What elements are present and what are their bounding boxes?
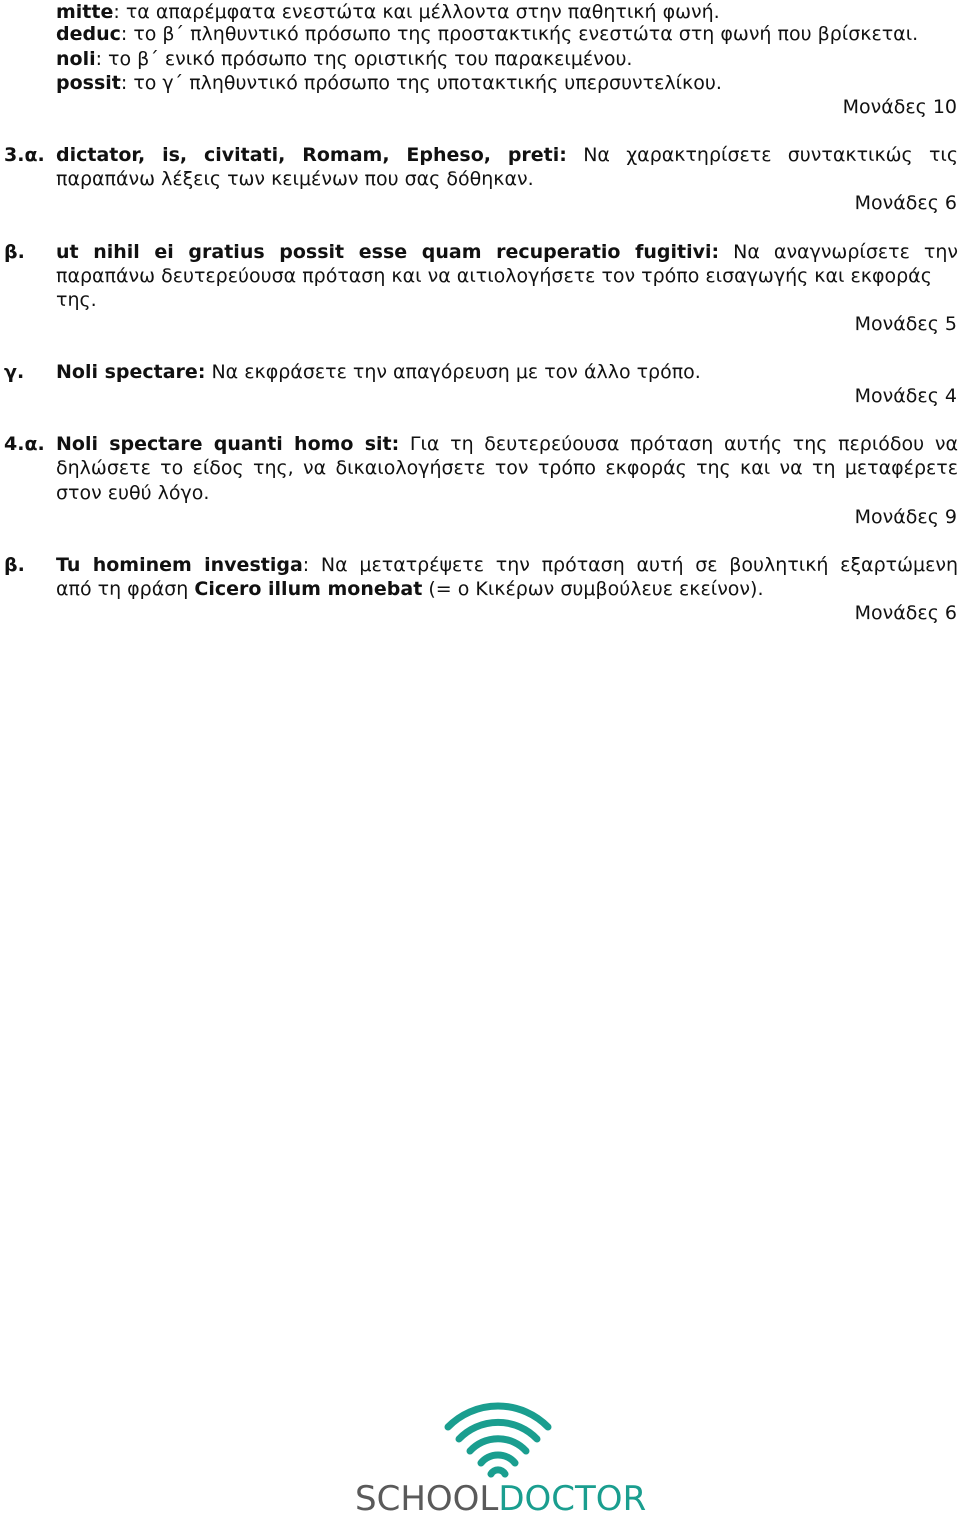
latin-phrase: ut nihil ei gratius possit esse quam recuperatio fugitivi:	[56, 241, 720, 263]
question-3a-line1	[56, 143, 958, 167]
latin-term: possit	[56, 72, 121, 94]
question-text: Να εκφράσετε την απαγόρευση με τον άλλο τρόπο.	[211, 361, 701, 383]
logo-wordmark	[355, 1479, 647, 1519]
latin-phrase: Tu hominem investiga	[56, 554, 303, 576]
question-number: β.	[4, 554, 25, 576]
item-text: : το β΄ ενικό πρόσωπο της οριστικής του παρακειμένου.	[95, 48, 633, 70]
question-3a-line2: παραπάνω λέξεις των κειμένων που σας δόθηκαν.	[56, 168, 534, 190]
item-deduc	[56, 22, 958, 46]
points-label: Μονάδες 4	[854, 385, 957, 407]
question-text: από τη φράση	[56, 578, 195, 600]
item-possit	[56, 71, 958, 95]
question-4a-line3: στον ευθύ λόγο.	[56, 482, 210, 504]
item-text: : το β΄ πληθυντικό πρόσωπο της προστακτικής ενεστώτα στη φωνή που βρίσκεται.	[120, 23, 919, 45]
question-4a-line1	[56, 432, 958, 456]
points-label: Μονάδες 6	[854, 602, 957, 624]
question-text: (= ο Κικέρων συμβούλευε εκείνον).	[422, 578, 764, 600]
question-3b-line1	[56, 240, 958, 264]
question-4b-line2	[56, 577, 958, 601]
question-text: Να αναγνωρίσετε την	[733, 241, 958, 263]
item-text: : τα απαρέμφατα ενεστώτα και μέλλοντα στην παθητική φωνή.	[113, 1, 720, 23]
question-number: 4.α.	[4, 433, 45, 455]
latin-term: deduc	[56, 23, 121, 45]
latin-phrase: Cicero illum monebat	[194, 578, 423, 600]
points-label: Μονάδες 6	[854, 192, 957, 214]
latin-term: mitte	[56, 1, 114, 23]
logo-word-school: SCHOOL	[355, 1479, 499, 1519]
item-noli	[56, 47, 958, 71]
question-text: : Να μετατρέψετε την πρόταση αυτή σε βουλητική εξαρτώμενη	[302, 554, 958, 576]
item-text: : το γ΄ πληθυντικό πρόσωπο της υποτακτικής υπερσυντελίκου.	[120, 72, 722, 94]
question-text: Για τη δευτερεύουσα πρόταση αυτής της περιόδου να	[409, 433, 958, 455]
latin-phrase: Noli spectare quanti homo sit:	[56, 433, 400, 455]
question-3b-line3: της.	[56, 289, 97, 311]
question-3b-line2: παραπάνω δευτερεύουσα πρόταση και να αιτιολογήσετε τον τρόπο εισαγωγής και εκφοράς	[56, 265, 932, 287]
wifi-signal-icon	[355, 1395, 640, 1480]
points-label: Μονάδες 10	[842, 96, 957, 118]
question-4b-line1	[56, 553, 958, 577]
question-text: Να χαρακτηρίσετε συντακτικώς τις	[583, 144, 959, 166]
points-label: Μονάδες 9	[854, 506, 957, 528]
latin-phrase: dictator, is, civitati, Romam, Epheso, preti:	[56, 144, 567, 166]
latin-phrase: Noli spectare:	[56, 361, 206, 383]
question-4a-line2: δηλώσετε το είδος της, να δικαιολογήσετε τον τρόπο εκφοράς της και να τη μεταφέρετε	[56, 457, 958, 479]
latin-term: noli	[56, 48, 96, 70]
schooldoctor-logo	[355, 1395, 647, 1520]
question-number: γ.	[4, 361, 25, 383]
question-3c-line1	[56, 360, 958, 384]
logo-word-doctor: DOCTOR	[498, 1479, 647, 1519]
question-number: 3.α.	[4, 144, 45, 166]
question-number: β.	[4, 241, 25, 263]
item-mitte	[56, 0, 958, 24]
points-label: Μονάδες 5	[854, 313, 957, 335]
